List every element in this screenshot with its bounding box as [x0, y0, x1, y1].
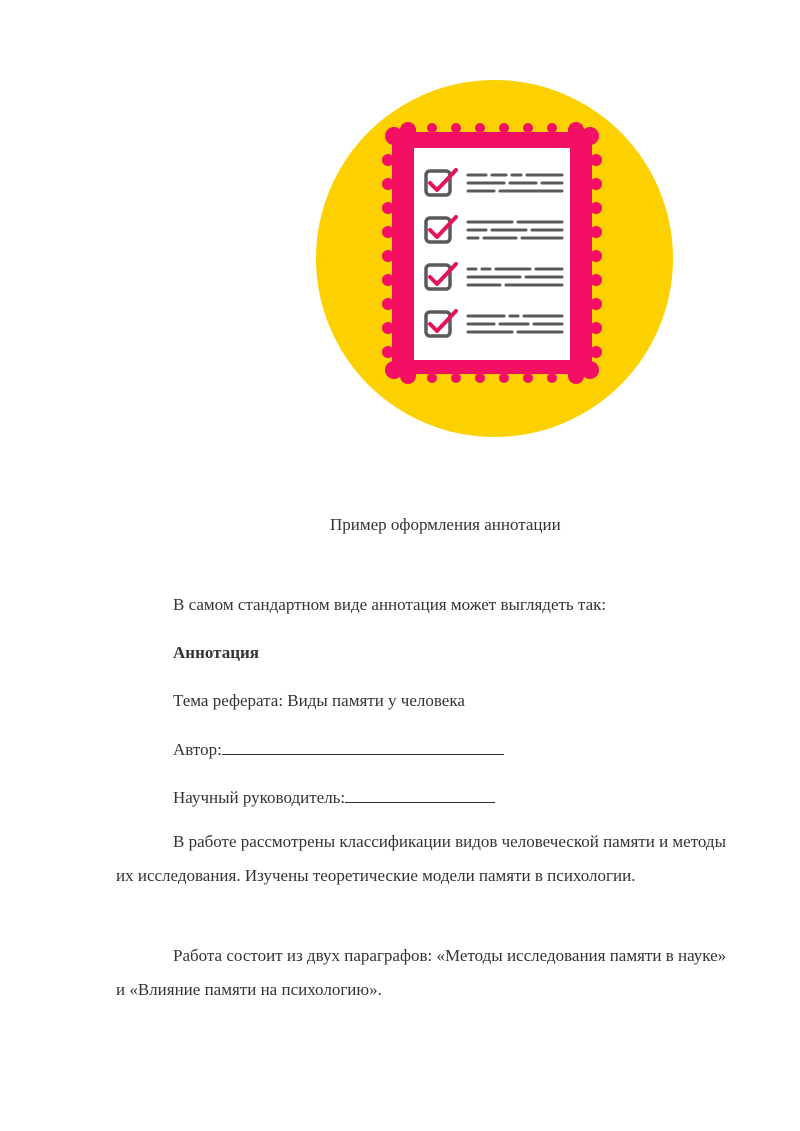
- structure-paragraph: [116, 939, 736, 1007]
- intro-line: В самом стандартном виде аннотация может выглядеть так:: [173, 595, 607, 614]
- summary-text: В работе рассмотрены классификации видов человеческой памяти и методы их исследования. Изучены теоретические модели памяти в психологии.: [116, 832, 727, 885]
- author-line: [173, 737, 504, 762]
- supervisor-blank: [345, 785, 495, 803]
- figure-caption: Пример оформления аннотации: [330, 515, 561, 534]
- checklist-icon: [382, 122, 602, 384]
- topic-line: Тема реферата: Виды памяти у человека: [173, 691, 465, 710]
- structure-text: Работа состоит из двух параграфов: «Методы исследования памяти в науке» и «Влияние памяти на психологию».: [116, 946, 727, 999]
- supervisor-line: [173, 785, 495, 810]
- annotation-heading: Аннотация: [173, 643, 259, 662]
- checklist-illustration: [316, 80, 673, 437]
- author-blank: [222, 737, 504, 755]
- summary-paragraph: [116, 825, 736, 893]
- author-label: Автор:: [173, 740, 222, 759]
- supervisor-label: Научный руководитель:: [173, 788, 346, 807]
